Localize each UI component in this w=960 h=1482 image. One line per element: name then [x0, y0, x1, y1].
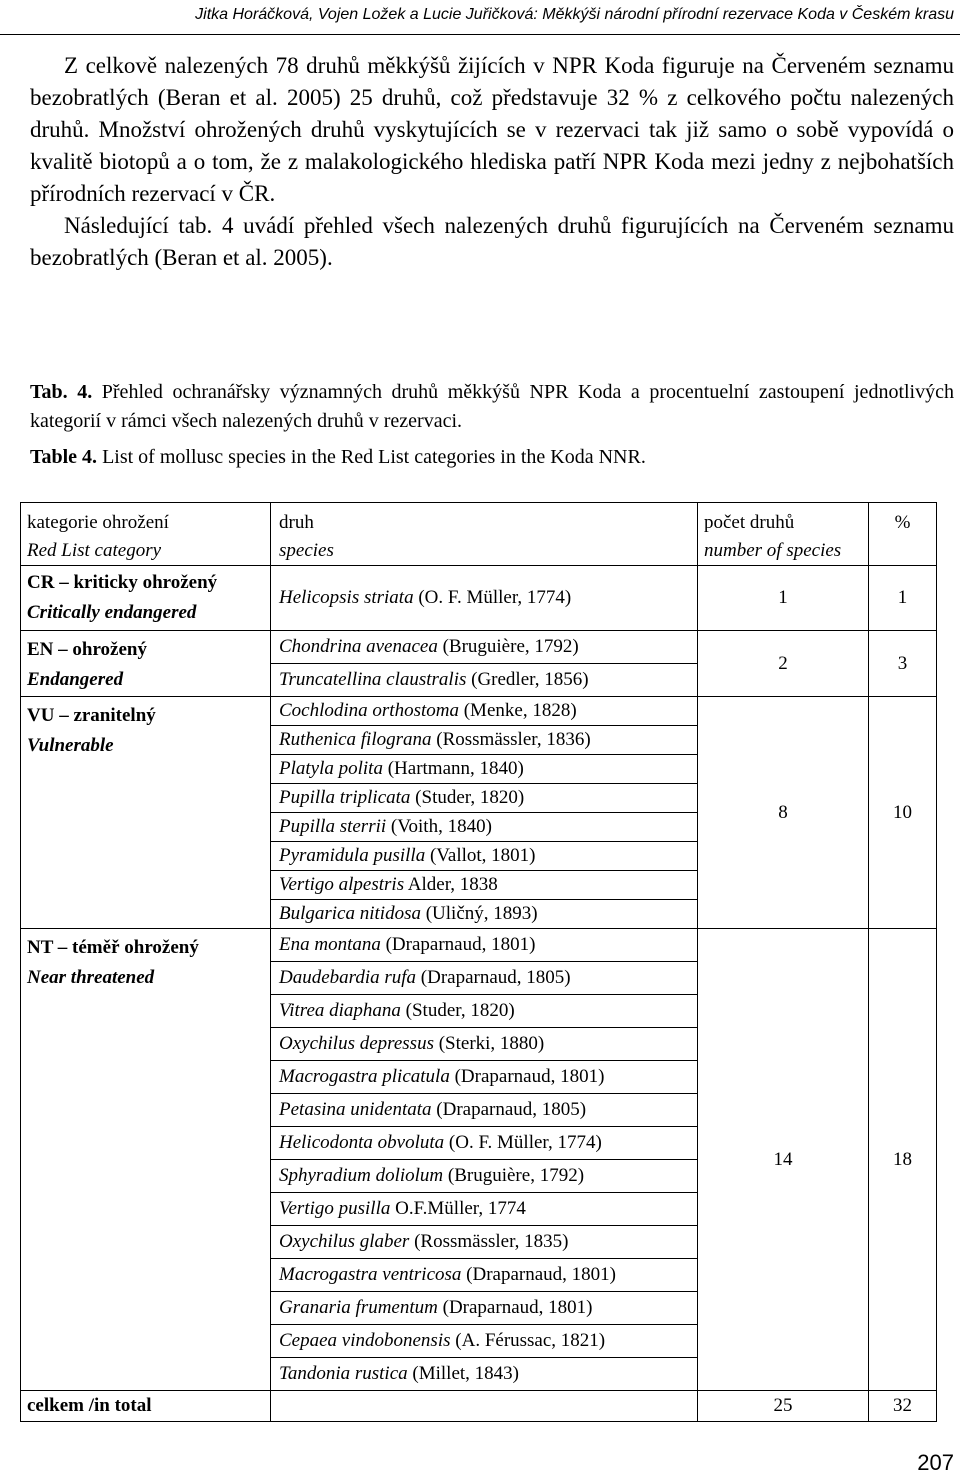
species-count: 1 [698, 566, 869, 631]
species-name: Pyramidula pusilla [279, 845, 426, 866]
species-author: (Draparnaud, 1801) [380, 934, 536, 955]
species-author: (Vallot, 1801) [425, 845, 536, 866]
species-author: (O. F. Müller, 1774) [413, 587, 572, 608]
species-name: Ena montana [279, 934, 381, 955]
species-count: 2 [698, 631, 869, 697]
species-author: (Rossmässler, 1836) [431, 729, 591, 750]
header-species [271, 503, 698, 566]
total-row [21, 1391, 937, 1422]
species-entry [271, 1061, 697, 1094]
species-entry [271, 1358, 697, 1390]
header-species-cz: druh [279, 512, 314, 533]
species-percent: 3 [869, 631, 937, 697]
species-name: Macrogastra plicatula [279, 1066, 450, 1087]
species-name: Daudebardia rufa [279, 967, 417, 988]
table-row [21, 697, 937, 929]
species-entry [271, 929, 697, 962]
species-name: Vertigo pusilla [279, 1198, 391, 1219]
category-name-cz: VU – zranitelný [27, 705, 156, 726]
category-name-cz: NT – téměř ohrožený [27, 937, 199, 958]
species-name: Vitrea diaphana [279, 1000, 401, 1021]
species-cell [271, 566, 698, 631]
species-entry [271, 842, 697, 871]
species-percent: 18 [869, 929, 937, 1391]
species-entry [271, 1127, 697, 1160]
species-entry [271, 1160, 697, 1193]
species-name: Pupilla sterrii [279, 816, 387, 837]
total-percent: 32 [869, 1391, 937, 1422]
species-name: Platyla polita [279, 758, 383, 779]
species-author: (Bruguière, 1792) [437, 636, 579, 657]
category-cell [21, 697, 271, 929]
species-name: Bulgarica nitidosa [279, 903, 421, 924]
species-cell [271, 697, 698, 929]
species-percent: 10 [869, 697, 937, 929]
species-name: Cochlodina orthostoma [279, 700, 459, 721]
species-author: (Hartmann, 1840) [382, 758, 524, 779]
caption-en-label: Table 4. [30, 446, 98, 468]
species-author: (Bruguière, 1792) [443, 1165, 585, 1186]
paragraph-2: Následující tab. 4 uvádí přehled všech nalezených druhů figurujících na Červeném seznamu bezobratlých (Beran et al. 2005). [30, 213, 954, 270]
species-entry [271, 631, 697, 664]
species-cell [271, 631, 698, 697]
species-entry [271, 566, 697, 630]
category-cell [21, 929, 271, 1391]
species-entry [271, 755, 697, 784]
body-text [30, 50, 954, 274]
header-count-en: number of species [704, 540, 842, 561]
species-entry [271, 1325, 697, 1358]
species-author: (Studer, 1820) [410, 787, 525, 808]
species-author: (Draparnaud, 1801) [449, 1066, 605, 1087]
caption-cz-text: Přehled ochranářsky významných druhů měkkýšů NPR Koda a procentuelní zastoupení jednotlivých kategorií v rámci všech nalezených druhů v rezervaci. [30, 381, 954, 432]
category-name-en: Critically endangered [27, 602, 197, 623]
header-category-cz: kategorie ohrožení [27, 512, 169, 533]
species-entry [271, 697, 697, 726]
paragraph-1: Z celkově nalezených 78 druhů měkkýšů žijících v NPR Koda figuruje na Červeném seznamu bezobratlých (Beran et al. 2005) 25 druhů, což představuje 32 % z celkového počtu nalezených druhů. Množství ohrožených druhů vyskytujících se v rezervaci tak již samo o sobě vypovídá o kvalitě biotopů a o tom, že z malakologického hlediska patří NPR Koda mezi jedny z nejbohatších přírodních rezervací v ČR. [30, 53, 954, 206]
species-name: Sphyradium doliolum [279, 1165, 444, 1186]
running-header [0, 0, 960, 35]
species-author: (Draparnaud, 1801) [461, 1264, 617, 1285]
species-count: 14 [698, 929, 869, 1391]
header-percent-label: % [894, 512, 911, 533]
page-number: 207 [917, 1450, 954, 1475]
species-name: Truncatellina claustralis [279, 669, 467, 690]
species-name: Helicodonta obvoluta [279, 1132, 445, 1153]
species-entry [271, 1094, 697, 1127]
species-entry [271, 995, 697, 1028]
species-entry [271, 1292, 697, 1325]
species-author: (Voith, 1840) [386, 816, 492, 837]
species-entry [271, 900, 697, 928]
category-cell [21, 566, 271, 631]
species-author: (Sterki, 1880) [433, 1033, 545, 1054]
header-category [21, 503, 271, 566]
species-name: Vertigo alpestris [279, 874, 405, 895]
species-count: 8 [698, 697, 869, 929]
category-name-cz: EN – ohrožený [27, 639, 147, 660]
caption-en-text: List of mollusc species in the Red List categories in the Koda NNR. [97, 446, 646, 468]
caption-en [30, 443, 954, 472]
table-row [21, 929, 937, 1391]
species-author: (Uličný, 1893) [420, 903, 538, 924]
table-caption [30, 378, 954, 472]
species-entry [271, 813, 697, 842]
running-title: Jitka Horáčková, Vojen Ložek a Lucie Juřičková: Měkkýši národní přírodní rezervace Koda v Českém krasu [195, 6, 954, 23]
species-entry [271, 726, 697, 755]
total-empty-cell [271, 1391, 698, 1422]
species-name: Oxychilus glaber [279, 1231, 410, 1252]
table-header-row [21, 503, 937, 566]
header-percent [869, 503, 937, 566]
species-name: Macrogastra ventricosa [279, 1264, 462, 1285]
species-author: (Draparnaud, 1801) [437, 1297, 593, 1318]
category-name-en: Near threatened [27, 967, 155, 988]
total-label: celkem /in total [21, 1391, 271, 1422]
species-author: (Gredler, 1856) [466, 669, 589, 690]
species-entry [271, 784, 697, 813]
species-name: Helicopsis striata [279, 587, 414, 608]
species-entry [271, 1028, 697, 1061]
species-name: Granaria frumentum [279, 1297, 438, 1318]
species-author: (Draparnaud, 1805) [416, 967, 571, 988]
species-name: Oxychilus depressus [279, 1033, 434, 1054]
category-name-cz: CR – kriticky ohrožený [27, 572, 218, 593]
species-entry [271, 1259, 697, 1292]
species-name: Chondrina avenacea [279, 636, 438, 657]
total-count: 25 [698, 1391, 869, 1422]
table-row [21, 566, 937, 631]
caption-cz [30, 378, 954, 436]
species-name: Cepaea vindobonensis [279, 1330, 451, 1351]
species-author: (Millet, 1843) [407, 1363, 519, 1384]
species-author: (O. F. Müller, 1774) [444, 1132, 602, 1153]
red-list-table [20, 502, 937, 1422]
species-name: Pupilla triplicata [279, 787, 411, 808]
species-entry [271, 871, 697, 900]
species-entry [271, 1226, 697, 1259]
species-name: Petasina unidentata [279, 1099, 432, 1120]
species-author: (Draparnaud, 1805) [431, 1099, 587, 1120]
header-count [698, 503, 869, 566]
species-name: Tandonia rustica [279, 1363, 408, 1384]
species-author: (Studer, 1820) [400, 1000, 515, 1021]
header-category-en: Red List category [27, 540, 162, 561]
category-name-en: Endangered [27, 669, 124, 690]
species-author: O.F.Müller, 1774 [390, 1198, 526, 1219]
species-entry [271, 664, 697, 696]
table-row [21, 631, 937, 697]
species-author: Alder, 1838 [404, 874, 498, 895]
category-name-en: Vulnerable [27, 735, 114, 756]
species-cell [271, 929, 698, 1391]
species-entry [271, 1193, 697, 1226]
caption-cz-label: Tab. 4. [30, 381, 93, 403]
species-author: (Rossmässler, 1835) [409, 1231, 569, 1252]
header-count-cz: počet druhů [704, 512, 795, 533]
species-author: (Menke, 1828) [458, 700, 577, 721]
header-species-en: species [279, 540, 334, 561]
species-percent: 1 [869, 566, 937, 631]
species-entry [271, 962, 697, 995]
category-cell [21, 631, 271, 697]
species-author: (A. Férussac, 1821) [450, 1330, 606, 1351]
species-name: Ruthenica filograna [279, 729, 432, 750]
